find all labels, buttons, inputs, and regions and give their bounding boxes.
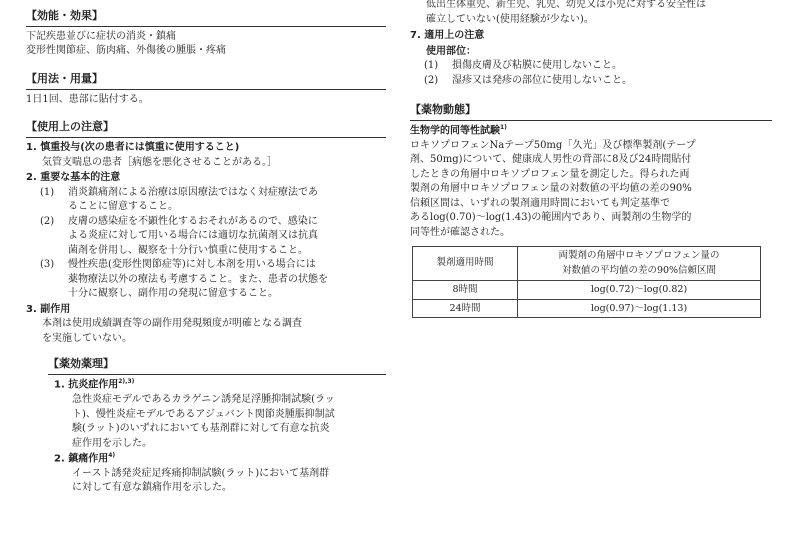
bioequivalence-table (412, 246, 761, 318)
basic-caution-title: 2. 重要な基本的注意 (26, 172, 121, 184)
reference-mark: 1) (500, 123, 507, 131)
application-caution-title: 7. 適用上の注意 (410, 30, 485, 41)
application-item-label: (2) (424, 74, 439, 86)
table-header-ci (518, 247, 761, 281)
bioequivalence-line: 同等性が確認された。 (410, 226, 510, 238)
table-header-time: 製剤適用時間 (413, 247, 518, 281)
caution-item-line: 菌剤を併用し、観察を十分行い慎重に使用すること。 (68, 244, 308, 256)
table-cell-ci: log(0.72)～log(0.82) (518, 280, 761, 299)
caution-item (26, 186, 386, 215)
application-site-label: 使用部位： (426, 45, 476, 57)
caution-item-label: (1) (40, 186, 55, 198)
caution-item-line: ることに留意すること。 (68, 201, 178, 213)
precautions-section (26, 119, 386, 346)
pharmacokinetics-heading: 【薬物動態】 (410, 102, 772, 121)
anti-inflammatory-title-text: 1. 抗炎症作用 (54, 379, 119, 391)
bioequivalence-line: あるlog(0.70)～log(1.43)の範囲内であり、両製剤の生物学的 (410, 212, 692, 224)
careful-admin-line: 気管支喘息の患者［病態を悪化させることがある。］ (42, 156, 277, 168)
table-row (413, 280, 761, 299)
analgesic-title (26, 452, 386, 467)
anti-inflammatory-title (26, 378, 386, 393)
caution-item-line: 慢性疾患(変形性関節症等)に対し本剤を用いる場合には (68, 259, 316, 271)
bioequivalence-line: 製剤の角層中ロキソプロフェン量の対数値の平均値の差の90% (410, 183, 692, 195)
pediatric-line: 確立していない(使用経験が少ない)。 (426, 13, 594, 25)
application-item-text: 湿疹又は発疹の部位に使用しないこと。 (452, 74, 632, 86)
caution-item-label: (3) (40, 259, 55, 271)
caution-item-label: (2) (40, 215, 55, 227)
efficacy-heading: 【効能・効果】 (26, 8, 386, 27)
caution-item-line: 十分に観察し、副作用の発現に留意すること。 (68, 288, 278, 300)
pediatric-line: 低出生体重児、新生児、乳児、幼児又は小児に対する安全性は (426, 0, 706, 10)
application-item-text: 損傷皮膚及び粘膜に使用しないこと。 (452, 60, 622, 71)
side-effects-line: を実施していない。 (42, 332, 132, 344)
caution-item-line: 皮膚の感染症を不顕性化するおそれがあるので、感染に (68, 215, 318, 227)
pharmacokinetics-section (410, 102, 772, 318)
side-effects-title: 3. 副作用 (26, 303, 71, 315)
side-effects-line: 本剤は使用成績調査等の副作用発現頻度が明確となる調査 (42, 318, 302, 330)
caution-item-line: 薬物療法以外の療法も考慮すること。また、患者の状態を (68, 273, 328, 285)
efficacy-section (26, 8, 386, 59)
dosage-heading: 【用法・用量】 (26, 71, 386, 90)
table-cell-ci: log(0.97)～log(1.13) (518, 299, 761, 318)
anti-inflammatory-line: 症作用を示した。 (72, 437, 152, 449)
analgesic-line: イースト誘発炎症足疼痛抑制試験(ラット)において基剤群 (72, 467, 330, 479)
pharmacology-section (26, 356, 386, 496)
table-cell-time: 24時間 (413, 299, 518, 318)
application-item (410, 59, 772, 74)
table-header-ci-line: 対数値の平均値の差の90%信頼区間 (561, 264, 717, 276)
caution-item-line: よる炎症に対して用いる場合には適切な抗菌剤又は抗真 (68, 230, 318, 242)
reference-mark: 2),3) (118, 378, 135, 386)
analgesic-line: に対して有意な鎮痛作用を示した。 (72, 482, 232, 494)
pharmacology-heading: 【薬効薬理】 (48, 356, 386, 375)
bioequivalence-line: ロキソプロフェンNaテープ50mg「久光」及び標準製剤(テープ (410, 139, 696, 151)
caution-item (26, 258, 386, 302)
precautions-heading: 【使用上の注意】 (26, 119, 386, 138)
application-item (410, 74, 772, 89)
anti-inflammatory-line: 急性炎症モデルであるカラゲニン誘発足浮腫抑制試験(ラッ (72, 394, 335, 406)
anti-inflammatory-line: 験(ラット)のいずれにおいても基剤群に対して有意な抗炎 (72, 423, 330, 435)
analgesic-title-text: 2. 鎮痛作用 (54, 453, 109, 465)
right-column (410, 0, 772, 324)
table-header-row (413, 247, 761, 281)
bioequivalence-line: したときの角層中ロキソプロフェン量を測定した。得られた両 (410, 168, 690, 180)
bioequivalence-title (410, 124, 772, 139)
careful-admin-title: 1. 慎重投与(次の患者には慎重に使用すること) (26, 142, 240, 154)
reference-mark: 4) (108, 452, 116, 460)
dosage-line: 1日1回、患部に貼付する。 (26, 93, 149, 105)
efficacy-line: 変形性関節症、筋肉痛、外傷後の腫脹・疼痛 (26, 45, 226, 57)
bioequivalence-line: 剤、50mg)について、健康成人男性の背部に8及び24時間貼付 (410, 154, 692, 166)
bioequivalence-title-text: 生物学的同等性試験 (410, 125, 500, 137)
caution-item (26, 215, 386, 259)
dosage-section (26, 71, 386, 107)
table-header-ci-line: 両製剤の角層中ロキソプロフェン量の (558, 250, 720, 262)
table-cell-time: 8時間 (413, 280, 518, 299)
application-item-label: (1) (424, 60, 439, 71)
caution-item-line: 消炎鎮痛剤による治療は原因療法ではなく対症療法であ (68, 186, 318, 198)
anti-inflammatory-line: ト)、慢性炎症モデルであるアジュバント関節炎腫脹抑制試 (72, 408, 335, 420)
efficacy-line: 下記疾患並びに症状の消炎・鎮痛 (26, 30, 176, 42)
table-row (413, 299, 761, 318)
bioequivalence-line: 信頼区間は、いずれの製剤適用時間においても判定基準で (410, 197, 670, 209)
left-column (26, 8, 386, 502)
